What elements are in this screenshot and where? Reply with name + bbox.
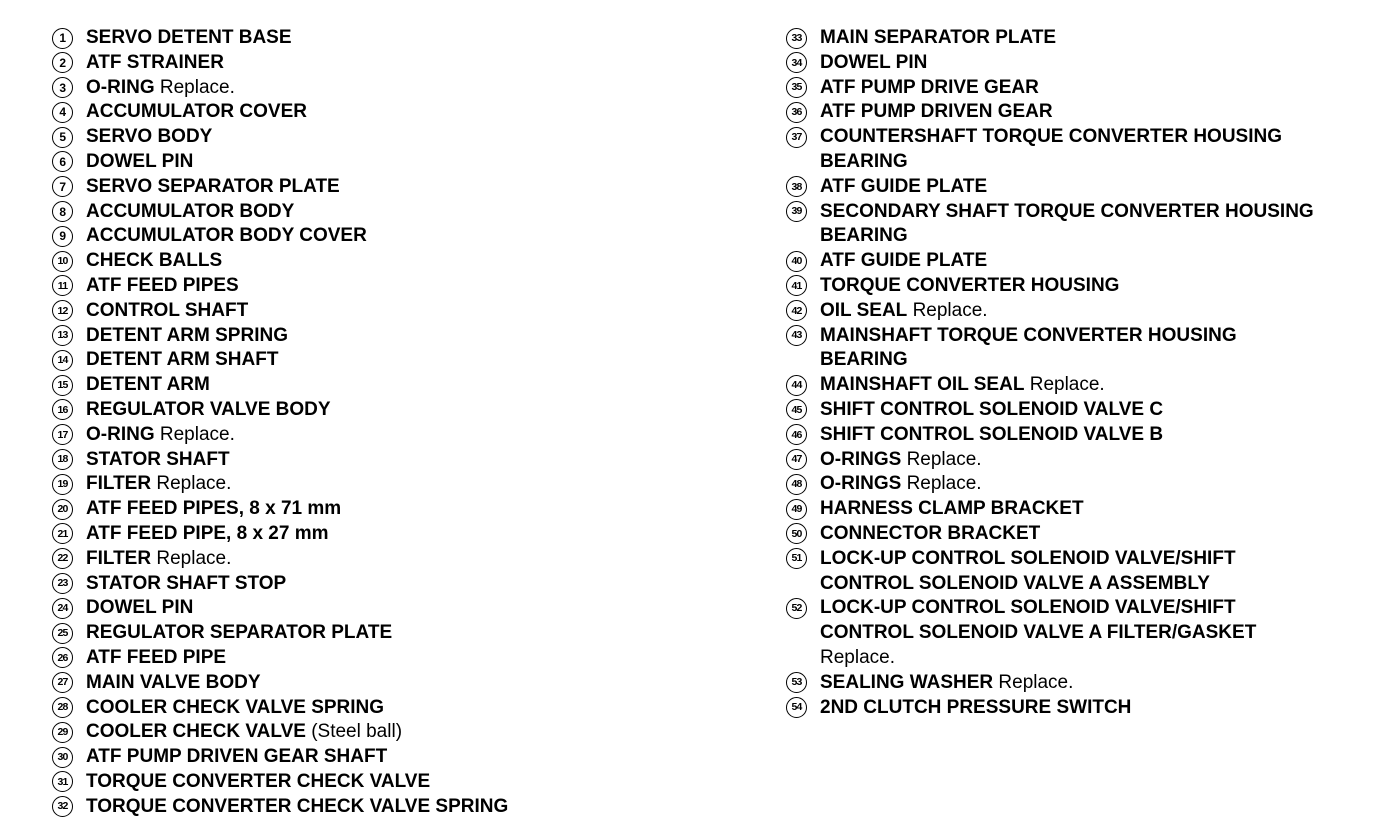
item-number-badge: 46 bbox=[786, 424, 807, 445]
part-note: (Steel ball) bbox=[311, 721, 403, 743]
parts-list-item bbox=[52, 51, 752, 76]
part-name: STATOR SHAFT bbox=[86, 448, 230, 470]
part-name: MAINSHAFT OIL SEAL bbox=[820, 374, 1025, 396]
item-text bbox=[86, 572, 286, 597]
part-name: TORQUE CONVERTER CHECK VALVE bbox=[86, 770, 431, 792]
item-text bbox=[86, 299, 248, 324]
part-name: ATF PUMP DRIVEN GEAR SHAFT bbox=[86, 746, 388, 768]
item-text bbox=[820, 671, 1360, 696]
part-note: Replace. bbox=[998, 671, 1074, 693]
part-note: Replace. bbox=[912, 299, 988, 321]
item-number-badge: 40 bbox=[786, 251, 807, 272]
item-text bbox=[86, 324, 288, 349]
part-note: Replace. bbox=[156, 547, 232, 569]
item-number-badge: 48 bbox=[786, 474, 807, 495]
item-text bbox=[820, 274, 1360, 299]
item-text bbox=[86, 547, 231, 572]
part-note: Replace. bbox=[156, 473, 232, 495]
part-name: ATF FEED PIPES, 8 x 71 mm bbox=[86, 498, 342, 520]
item-number-badge: 4 bbox=[52, 102, 73, 123]
part-name: OIL SEAL bbox=[820, 299, 908, 321]
item-text bbox=[86, 448, 230, 473]
item-text bbox=[86, 373, 210, 398]
parts-list-item bbox=[786, 596, 1366, 670]
part-name: ATF FEED PIPE, 8 x 27 mm bbox=[86, 522, 329, 544]
item-number-badge: 54 bbox=[786, 697, 807, 718]
item-text bbox=[86, 175, 340, 200]
part-name: TORQUE CONVERTER HOUSING bbox=[820, 274, 1120, 296]
parts-list-item bbox=[52, 621, 752, 646]
item-number-badge: 2 bbox=[52, 52, 73, 73]
item-number-badge: 18 bbox=[52, 449, 73, 470]
parts-list-item bbox=[52, 671, 752, 696]
part-note: Replace. bbox=[159, 423, 235, 445]
part-name: 2ND CLUTCH PRESSURE SWITCH bbox=[820, 696, 1132, 718]
part-name: O-RING bbox=[86, 423, 155, 445]
part-name: REGULATOR SEPARATOR PLATE bbox=[86, 622, 393, 644]
parts-list-item bbox=[786, 423, 1366, 448]
item-number-badge: 49 bbox=[786, 499, 807, 520]
item-number-badge: 15 bbox=[52, 375, 73, 396]
part-name: CONNECTOR BRACKET bbox=[820, 522, 1041, 544]
part-name: FILTER bbox=[86, 547, 152, 569]
parts-list-item bbox=[52, 224, 752, 249]
item-text bbox=[820, 299, 1360, 324]
item-number-badge: 24 bbox=[52, 598, 73, 619]
part-name: HARNESS CLAMP BRACKET bbox=[820, 498, 1084, 520]
item-text bbox=[820, 125, 1360, 175]
parts-list-item bbox=[786, 671, 1366, 696]
parts-list-right bbox=[786, 26, 1366, 720]
part-name: DETENT ARM SHAFT bbox=[86, 349, 279, 371]
item-text bbox=[86, 423, 235, 448]
item-text bbox=[820, 249, 1360, 274]
item-number-badge: 30 bbox=[52, 747, 73, 768]
part-name: TORQUE CONVERTER CHECK VALVE SPRING bbox=[86, 795, 509, 817]
parts-list-item bbox=[52, 448, 752, 473]
item-number-badge: 34 bbox=[786, 52, 807, 73]
part-name: DOWEL PIN bbox=[86, 597, 194, 619]
item-text bbox=[820, 51, 1360, 76]
parts-list-item bbox=[52, 249, 752, 274]
part-name: SECONDARY SHAFT TORQUE CONVERTER HOUSING BEARING bbox=[820, 200, 1314, 247]
part-name: ATF GUIDE PLATE bbox=[820, 250, 988, 272]
part-name: CHECK BALLS bbox=[86, 250, 223, 272]
part-name: STATOR SHAFT STOP bbox=[86, 572, 287, 594]
parts-list-item bbox=[52, 373, 752, 398]
item-number-badge: 12 bbox=[52, 300, 73, 321]
item-text bbox=[820, 448, 1360, 473]
item-number-badge: 32 bbox=[52, 796, 73, 817]
item-number-badge: 44 bbox=[786, 375, 807, 396]
parts-list-item bbox=[786, 324, 1366, 374]
parts-list-item bbox=[52, 175, 752, 200]
item-number-badge: 5 bbox=[52, 127, 73, 148]
item-text bbox=[820, 26, 1360, 51]
parts-list-item bbox=[52, 472, 752, 497]
part-name: COOLER CHECK VALVE SPRING bbox=[86, 696, 385, 718]
item-text bbox=[820, 423, 1360, 448]
item-text bbox=[86, 745, 387, 770]
parts-list-left bbox=[52, 26, 752, 820]
item-text bbox=[820, 398, 1360, 423]
parts-list-item bbox=[52, 547, 752, 572]
parts-list-item bbox=[786, 100, 1366, 125]
parts-list-item bbox=[52, 324, 752, 349]
item-text bbox=[820, 175, 1360, 200]
item-text bbox=[86, 472, 231, 497]
item-text bbox=[86, 621, 392, 646]
part-name: SHIFT CONTROL SOLENOID VALVE B bbox=[820, 423, 1164, 445]
parts-list-item bbox=[52, 200, 752, 225]
item-text bbox=[86, 26, 292, 51]
parts-list-item bbox=[786, 26, 1366, 51]
item-text bbox=[820, 596, 1360, 670]
item-text bbox=[86, 497, 341, 522]
item-text bbox=[86, 274, 239, 299]
item-number-badge: 43 bbox=[786, 325, 807, 346]
parts-list-item bbox=[52, 398, 752, 423]
parts-list-item bbox=[52, 572, 752, 597]
item-number-badge: 9 bbox=[52, 226, 73, 247]
parts-list-item bbox=[52, 150, 752, 175]
item-number-badge: 38 bbox=[786, 176, 807, 197]
part-name: DETENT ARM bbox=[86, 374, 210, 396]
part-name: SERVO SEPARATOR PLATE bbox=[86, 175, 340, 197]
part-name: COUNTERSHAFT TORQUE CONVERTER HOUSING BEARING bbox=[820, 126, 1283, 172]
item-text bbox=[86, 795, 508, 820]
item-number-badge: 26 bbox=[52, 647, 73, 668]
parts-list-item bbox=[786, 696, 1366, 721]
part-name: O-RINGS bbox=[820, 473, 902, 495]
item-number-badge: 27 bbox=[52, 672, 73, 693]
parts-list-item bbox=[52, 795, 752, 820]
item-number-badge: 51 bbox=[786, 548, 807, 569]
item-number-badge: 50 bbox=[786, 523, 807, 544]
item-text bbox=[86, 596, 193, 621]
parts-list-item bbox=[786, 299, 1366, 324]
parts-list-item bbox=[786, 51, 1366, 76]
item-number-badge: 41 bbox=[786, 275, 807, 296]
part-name: ACCUMULATOR COVER bbox=[86, 101, 307, 123]
item-text bbox=[820, 324, 1360, 374]
part-note: Replace. bbox=[1029, 374, 1105, 396]
item-number-badge: 7 bbox=[52, 176, 73, 197]
parts-list-item bbox=[52, 348, 752, 373]
parts-list-item bbox=[786, 398, 1366, 423]
item-number-badge: 11 bbox=[52, 275, 73, 296]
item-number-badge: 6 bbox=[52, 151, 73, 172]
parts-list-item bbox=[786, 373, 1366, 398]
part-name: ACCUMULATOR BODY COVER bbox=[86, 225, 367, 247]
item-text bbox=[820, 373, 1360, 398]
item-number-badge: 13 bbox=[52, 325, 73, 346]
item-number-badge: 42 bbox=[786, 300, 807, 321]
part-name: SHIFT CONTROL SOLENOID VALVE C bbox=[820, 398, 1164, 420]
part-note: Replace. bbox=[820, 646, 895, 668]
item-text bbox=[820, 696, 1360, 721]
part-name: LOCK-UP CONTROL SOLENOID VALVE/SHIFT CONTROL SOLENOID VALVE A ASSEMBLY bbox=[820, 547, 1236, 594]
parts-list-item bbox=[52, 100, 752, 125]
part-name: COOLER CHECK VALVE bbox=[86, 721, 306, 743]
item-number-badge: 21 bbox=[52, 523, 73, 544]
item-number-badge: 39 bbox=[786, 201, 807, 222]
item-number-badge: 23 bbox=[52, 573, 73, 594]
part-name: MAIN VALVE BODY bbox=[86, 671, 261, 693]
item-number-badge: 29 bbox=[52, 722, 73, 743]
item-number-badge: 16 bbox=[52, 399, 73, 420]
parts-list-item bbox=[52, 646, 752, 671]
part-name: CONTROL SHAFT bbox=[86, 299, 249, 321]
parts-list-item bbox=[52, 26, 752, 51]
part-name: O-RING bbox=[86, 76, 155, 98]
item-number-badge: 45 bbox=[786, 399, 807, 420]
part-name: ATF GUIDE PLATE bbox=[820, 175, 988, 197]
item-number-badge: 35 bbox=[786, 77, 807, 98]
parts-list-item bbox=[786, 125, 1366, 175]
parts-list-item bbox=[52, 696, 752, 721]
parts-list-item bbox=[786, 274, 1366, 299]
item-number-badge: 17 bbox=[52, 424, 73, 445]
item-text bbox=[86, 770, 430, 795]
item-text bbox=[86, 125, 212, 150]
part-name: MAINSHAFT TORQUE CONVERTER HOUSING BEARING bbox=[820, 324, 1237, 371]
item-number-badge: 10 bbox=[52, 251, 73, 272]
item-number-badge: 53 bbox=[786, 672, 807, 693]
part-name: REGULATOR VALVE BODY bbox=[86, 398, 331, 420]
part-name: LOCK-UP CONTROL SOLENOID VALVE/SHIFT CONTROL SOLENOID VALVE A FILTER/GASKET bbox=[820, 597, 1257, 644]
part-name: FILTER bbox=[86, 473, 152, 495]
item-number-badge: 31 bbox=[52, 771, 73, 792]
item-text bbox=[86, 671, 261, 696]
item-number-badge: 3 bbox=[52, 77, 73, 98]
parts-list-item bbox=[52, 274, 752, 299]
parts-list-item bbox=[786, 522, 1366, 547]
item-text bbox=[820, 76, 1360, 101]
item-text bbox=[820, 200, 1360, 250]
item-number-badge: 8 bbox=[52, 201, 73, 222]
item-number-badge: 25 bbox=[52, 623, 73, 644]
item-number-badge: 28 bbox=[52, 697, 73, 718]
part-note: Replace. bbox=[906, 473, 982, 495]
item-text bbox=[820, 100, 1360, 125]
part-note: Replace. bbox=[159, 76, 235, 98]
parts-list-item bbox=[52, 497, 752, 522]
part-name: ACCUMULATOR BODY bbox=[86, 200, 295, 222]
part-name: SEALING WASHER bbox=[820, 671, 994, 693]
part-name: SERVO BODY bbox=[86, 126, 213, 148]
item-text bbox=[86, 150, 193, 175]
part-note: Replace. bbox=[906, 448, 982, 470]
item-text bbox=[86, 51, 224, 76]
parts-list-item bbox=[52, 596, 752, 621]
item-text bbox=[86, 348, 278, 373]
parts-list-item bbox=[52, 720, 752, 745]
item-text bbox=[86, 224, 367, 249]
parts-list-item bbox=[52, 522, 752, 547]
item-number-badge: 52 bbox=[786, 598, 807, 619]
parts-list-item bbox=[52, 76, 752, 101]
parts-list-item bbox=[52, 423, 752, 448]
item-text bbox=[86, 646, 226, 671]
parts-list-item bbox=[786, 175, 1366, 200]
item-number-badge: 36 bbox=[786, 102, 807, 123]
item-number-badge: 14 bbox=[52, 350, 73, 371]
item-text bbox=[86, 249, 222, 274]
item-number-badge: 1 bbox=[52, 28, 73, 49]
item-text bbox=[820, 522, 1360, 547]
item-text bbox=[86, 696, 384, 721]
item-text bbox=[820, 547, 1360, 597]
parts-list-item bbox=[786, 249, 1366, 274]
parts-list-item bbox=[786, 497, 1366, 522]
parts-list-item bbox=[786, 448, 1366, 473]
item-text bbox=[86, 76, 235, 101]
item-text bbox=[86, 200, 294, 225]
parts-list-item bbox=[52, 299, 752, 324]
parts-list-item bbox=[52, 745, 752, 770]
item-text bbox=[86, 100, 307, 125]
parts-list-item bbox=[786, 472, 1366, 497]
part-name: O-RINGS bbox=[820, 448, 902, 470]
item-text bbox=[86, 398, 331, 423]
part-name: DOWEL PIN bbox=[86, 150, 194, 172]
parts-list-item bbox=[52, 770, 752, 795]
part-name: ATF PUMP DRIVEN GEAR bbox=[820, 101, 1053, 123]
item-number-badge: 22 bbox=[52, 548, 73, 569]
part-name: ATF FEED PIPES bbox=[86, 274, 239, 296]
parts-list-item bbox=[786, 547, 1366, 597]
parts-list-item bbox=[786, 200, 1366, 250]
part-name: ATF PUMP DRIVE GEAR bbox=[820, 76, 1039, 98]
parts-list-item bbox=[786, 76, 1366, 101]
item-number-badge: 47 bbox=[786, 449, 807, 470]
part-name: DETENT ARM SPRING bbox=[86, 324, 288, 346]
item-number-badge: 37 bbox=[786, 127, 807, 148]
item-text bbox=[86, 522, 329, 547]
part-name: DOWEL PIN bbox=[820, 51, 928, 73]
item-text bbox=[820, 472, 1360, 497]
item-text bbox=[86, 720, 402, 745]
item-text bbox=[820, 497, 1360, 522]
item-number-badge: 19 bbox=[52, 474, 73, 495]
part-name: SERVO DETENT BASE bbox=[86, 27, 292, 48]
item-number-badge: 33 bbox=[786, 28, 807, 49]
part-name: ATF FEED PIPE bbox=[86, 646, 227, 668]
parts-list-item bbox=[52, 125, 752, 150]
part-name: MAIN SEPARATOR PLATE bbox=[820, 27, 1057, 48]
item-number-badge: 20 bbox=[52, 499, 73, 520]
part-name: ATF STRAINER bbox=[86, 51, 224, 73]
